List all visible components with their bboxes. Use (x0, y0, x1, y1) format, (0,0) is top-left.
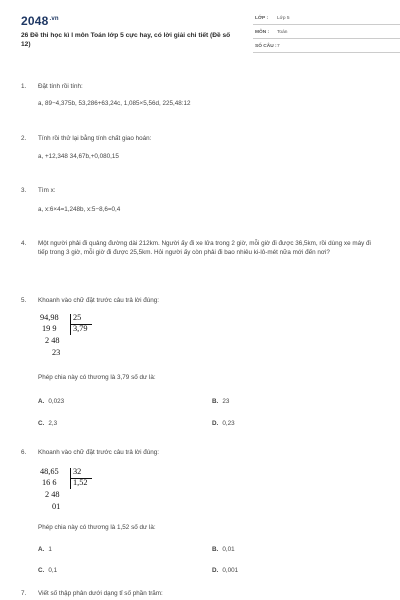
worksheet-title: 26 Đề thi học kì I môn Toán lớp 5 cực hay, có lời giải chi tiết (Đề số 12) (21, 32, 231, 48)
long-division-6 (40, 467, 110, 517)
option-letter: B. (212, 398, 219, 405)
question-2-parts: a, +12,348 34,67b,+0,080,15 (38, 153, 119, 160)
meta-value: Lớp 5 (277, 16, 290, 21)
question-number: 4. (21, 240, 27, 247)
question-number: 2. (21, 135, 27, 142)
meta-value: Toán (277, 30, 288, 35)
meta-label: LỚP : (255, 16, 269, 21)
option-letter: C. (38, 567, 45, 574)
division-bracket-line (70, 314, 71, 335)
option-d[interactable] (212, 420, 235, 427)
option-a[interactable] (38, 546, 52, 553)
logo-text: 2048 (21, 14, 49, 28)
division-dividend: 94,98 (40, 313, 59, 322)
division-step: 2 48 (45, 490, 60, 499)
division-quotient: 3,79 (73, 324, 88, 333)
question-number: 1. (21, 83, 27, 90)
meta-label: SỐ CÂU : (255, 44, 277, 49)
question-text: Tìm x: (38, 187, 56, 194)
division-remainder: 01 (52, 502, 61, 511)
division-remainder: 23 (52, 348, 61, 357)
option-letter: D. (212, 567, 219, 574)
division-quotient-line (70, 324, 92, 325)
division-quotient: 1,52 (73, 478, 88, 487)
option-letter: B. (212, 546, 219, 553)
meta-row-question-count (253, 42, 400, 53)
option-letter: A. (38, 398, 45, 405)
option-text: 2,3 (48, 420, 58, 427)
option-b[interactable] (212, 546, 235, 553)
question-number: 6. (21, 449, 27, 456)
question-text: Đặt tính rồi tính: (38, 83, 83, 90)
division-dividend: 48,65 (40, 467, 59, 476)
worksheet-header (21, 14, 381, 60)
question-text: Khoanh vào chữ đặt trước câu trả lời đúng: (38, 449, 160, 456)
long-division-5 (40, 313, 110, 365)
division-step: 16 6 (42, 478, 57, 487)
option-text: 1 (48, 546, 52, 553)
option-a[interactable] (38, 398, 64, 405)
question-text: Khoanh vào chữ đặt trước câu trả lời đúng: (38, 297, 160, 304)
option-letter: D. (212, 420, 219, 427)
option-text: 23 (222, 398, 230, 405)
option-c[interactable] (38, 567, 57, 574)
option-letter: C. (38, 420, 45, 427)
site-logo[interactable] (21, 14, 59, 28)
meta-row-grade (253, 14, 400, 25)
question-text: Viết số thập phân dưới dạng tỉ số phần trăm: (38, 590, 163, 597)
question-text: Một người phải đi quảng đường dài 212km. Người ấy đi xe lửa trong 2 giờ, mỗi giờ đi được 36,5km, rồi dùng xe máy đi tiếp trong 3 giờ, mỗi giờ đi được 25,5km. Hỏi người ấy còn phải đi bao nhiêu ki-lô-mét nữa mới đến nơi? (38, 240, 371, 256)
option-letter: A. (38, 546, 45, 553)
option-text: 0,1 (48, 567, 58, 574)
option-text: 0,001 (222, 567, 239, 574)
division-bracket-line (70, 468, 71, 489)
division-step: 2 48 (45, 336, 60, 345)
option-text: 0,01 (222, 546, 235, 553)
option-c[interactable] (38, 420, 57, 427)
question-1-parts: a, 89−4,375b, 53,286+63,24c, 1,085×5,56d, 225,48:12 (38, 100, 191, 107)
question-text: Tính rồi thử lại bằng tính chất giao hoán: (38, 135, 152, 142)
question-3-parts: a, x:6×4=1,248b, x:5−8,6=0,4 (38, 206, 121, 213)
meta-label: MÔN : (255, 30, 270, 35)
meta-row-subject (253, 28, 400, 39)
question-number: 3. (21, 187, 27, 194)
question-6-prompt: Phép chia này có thương là 1,52 số dư là: (38, 524, 156, 531)
option-b[interactable] (212, 398, 229, 405)
question-number: 7. (21, 590, 27, 597)
division-quotient-line (70, 478, 92, 479)
option-text: 0,023 (48, 398, 65, 405)
division-step: 19 9 (42, 324, 57, 333)
division-divisor: 32 (73, 467, 82, 476)
meta-value: 7 (277, 44, 280, 49)
division-divisor: 25 (73, 313, 82, 322)
question-5-prompt: Phép chia này có thương là 3,79 số dư là: (38, 374, 156, 381)
option-d[interactable] (212, 567, 238, 574)
option-text: 0,23 (222, 420, 235, 427)
logo-suffix: .vn (49, 16, 59, 22)
question-number: 5. (21, 297, 27, 304)
